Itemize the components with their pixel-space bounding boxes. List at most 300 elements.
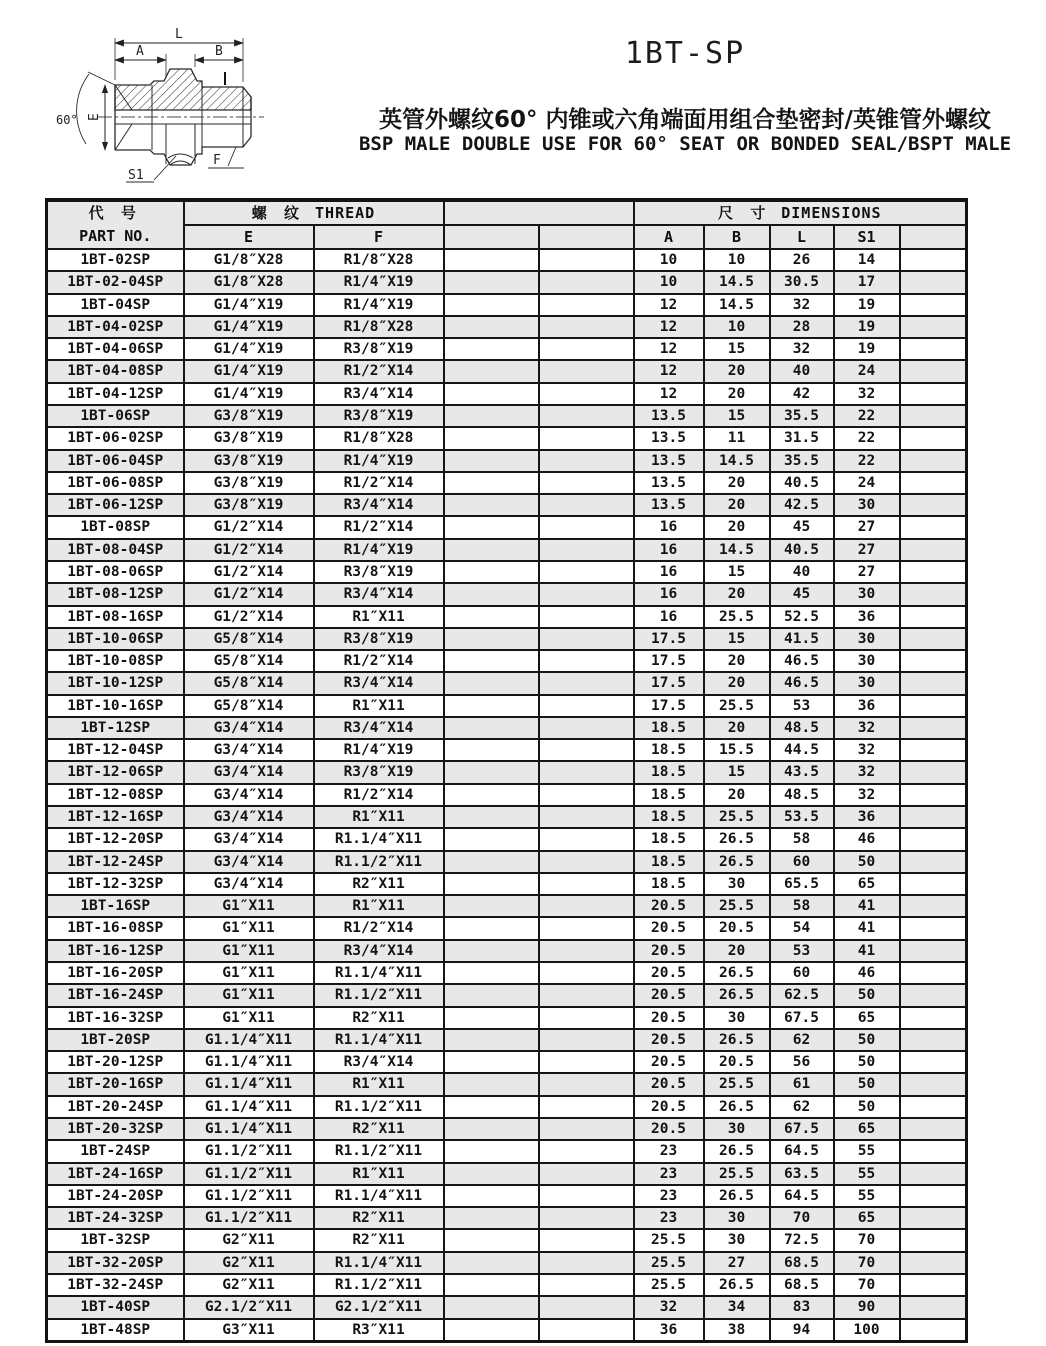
spare-cell-1 [444, 494, 539, 516]
spare-cell-3 [900, 650, 967, 672]
thread-f-cell: R1.1/4″X11 [314, 962, 444, 984]
spare-cell-2 [539, 249, 634, 271]
table-row [47, 539, 967, 561]
dim-l-cell: 56 [770, 1051, 834, 1073]
table-row [47, 1140, 967, 1162]
spare-cell-3 [900, 1229, 967, 1251]
dim-l-cell: 52.5 [770, 606, 834, 628]
thread-f-cell: R1/2″X14 [314, 784, 444, 806]
thread-e-cell: G1.1/4″X11 [184, 1073, 314, 1095]
dim-a-cell: 20.5 [634, 1029, 704, 1051]
header-thread: 螺 纹 THREAD [184, 200, 444, 225]
spare-cell-1 [444, 806, 539, 828]
part-no-cell: 1BT-20-32SP [47, 1118, 184, 1140]
spare-cell-1 [444, 516, 539, 538]
spare-cell-2 [539, 427, 634, 449]
dim-s1-cell: 55 [834, 1140, 900, 1162]
spare-cell-2 [539, 739, 634, 761]
thread-f-cell: R1/2″X14 [314, 917, 444, 939]
thread-f-cell: R1/2″X14 [314, 360, 444, 382]
spare-cell-1 [444, 917, 539, 939]
thread-e-cell: G1/8″X28 [184, 271, 314, 293]
dim-l-cell: 28 [770, 316, 834, 338]
part-no-cell: 1BT-12-04SP [47, 739, 184, 761]
spare-cell-2 [539, 940, 634, 962]
table-row [47, 383, 967, 405]
dim-l-cell: 53.5 [770, 806, 834, 828]
spare-cell-3 [900, 1051, 967, 1073]
spare-cell-3 [900, 1029, 967, 1051]
thread-f-cell: R1.1/2″X11 [314, 1140, 444, 1162]
dim-a-cell: 25.5 [634, 1252, 704, 1274]
dim-l-cell: 67.5 [770, 1007, 834, 1029]
thread-f-cell: R3/4″X14 [314, 717, 444, 739]
dim-a-cell: 17.5 [634, 695, 704, 717]
dim-l-cell: 35.5 [770, 450, 834, 472]
dim-a-cell: 18.5 [634, 717, 704, 739]
table-row [47, 940, 967, 962]
thread-e-cell: G3/4″X14 [184, 784, 314, 806]
thread-e-cell: G3/4″X14 [184, 739, 314, 761]
dim-b-cell: 14.5 [704, 294, 770, 316]
spare-cell-1 [444, 294, 539, 316]
dim-b-cell: 27 [704, 1252, 770, 1274]
dim-b-cell: 26.5 [704, 1185, 770, 1207]
table-row [47, 962, 967, 984]
dim-a-cell: 23 [634, 1163, 704, 1185]
thread-e-cell: G1/2″X14 [184, 606, 314, 628]
part-no-cell: 1BT-02-04SP [47, 271, 184, 293]
dim-a-cell: 20.5 [634, 1051, 704, 1073]
dim-s1-cell: 36 [834, 806, 900, 828]
dim-a-cell: 18.5 [634, 851, 704, 873]
thread-e-cell: G1/2″X14 [184, 561, 314, 583]
dim-l-cell: 62 [770, 1096, 834, 1118]
spare-cell-3 [900, 940, 967, 962]
spare-cell-2 [539, 383, 634, 405]
spare-cell-1 [444, 1118, 539, 1140]
dim-a-cell: 16 [634, 561, 704, 583]
dim-s1-cell: 24 [834, 360, 900, 382]
spare-cell-2 [539, 717, 634, 739]
thread-e-cell: G3/4″X14 [184, 851, 314, 873]
thread-f-cell: R1/2″X14 [314, 650, 444, 672]
dim-l-cell: 30.5 [770, 271, 834, 293]
spare-cell-3 [900, 427, 967, 449]
thread-e-cell: G1/2″X14 [184, 539, 314, 561]
table-row [47, 672, 967, 694]
spare-cell-1 [444, 360, 539, 382]
part-no-cell: 1BT-12-06SP [47, 761, 184, 783]
part-no-cell: 1BT-16-12SP [47, 940, 184, 962]
spare-cell-1 [444, 1163, 539, 1185]
spare-cell-2 [539, 1319, 634, 1342]
dim-a-cell: 10 [634, 271, 704, 293]
thread-e-cell: G1/4″X19 [184, 360, 314, 382]
table-row [47, 472, 967, 494]
dim-a-cell: 12 [634, 383, 704, 405]
dim-s1-cell: 22 [834, 427, 900, 449]
dim-s1-cell: 27 [834, 561, 900, 583]
dim-a-cell: 20.5 [634, 917, 704, 939]
thread-e-cell: G1″X11 [184, 917, 314, 939]
dim-b-cell: 26.5 [704, 1029, 770, 1051]
spare-cell-2 [539, 784, 634, 806]
thread-e-cell: G1″X11 [184, 1007, 314, 1029]
spare-cell-1 [444, 1007, 539, 1029]
thread-e-cell: G3/8″X19 [184, 494, 314, 516]
spare-cell-3 [900, 1096, 967, 1118]
dim-l-cell: 62 [770, 1029, 834, 1051]
table-row [47, 1296, 967, 1318]
spare-cell-2 [539, 1163, 634, 1185]
table-row [47, 606, 967, 628]
dim-b-cell: 11 [704, 427, 770, 449]
dim-l-cell: 72.5 [770, 1229, 834, 1251]
dim-b-cell: 38 [704, 1319, 770, 1342]
dim-b-cell: 26.5 [704, 851, 770, 873]
table-row [47, 1185, 967, 1207]
spare-cell-1 [444, 984, 539, 1006]
part-no-cell: 1BT-32-20SP [47, 1252, 184, 1274]
dim-l-cell: 48.5 [770, 717, 834, 739]
spare-cell-1 [444, 784, 539, 806]
part-no-cell: 1BT-12-08SP [47, 784, 184, 806]
table-row [47, 1096, 967, 1118]
thread-f-cell: R1/4″X19 [314, 539, 444, 561]
thread-e-cell: G2″X11 [184, 1229, 314, 1251]
header-col-b: B [704, 225, 770, 249]
thread-f-cell: R1/2″X14 [314, 472, 444, 494]
dim-b-cell: 26.5 [704, 1096, 770, 1118]
spare-cell-3 [900, 695, 967, 717]
part-no-cell: 1BT-32SP [47, 1229, 184, 1251]
part-no-cell: 1BT-08-04SP [47, 539, 184, 561]
spare-cell-2 [539, 851, 634, 873]
dim-b-cell: 20 [704, 583, 770, 605]
spare-cell-1 [444, 873, 539, 895]
dim-s1-cell: 27 [834, 516, 900, 538]
spare-cell-2 [539, 1274, 634, 1296]
spare-cell-1 [444, 583, 539, 605]
spare-cell-1 [444, 828, 539, 850]
thread-e-cell: G1/2″X14 [184, 583, 314, 605]
spare-cell-2 [539, 917, 634, 939]
dim-a-cell: 20.5 [634, 895, 704, 917]
spare-cell-1 [444, 761, 539, 783]
spare-cell-1 [444, 1319, 539, 1342]
dim-s1-cell: 41 [834, 940, 900, 962]
thread-e-cell: G1.1/4″X11 [184, 1118, 314, 1140]
part-no-cell: 1BT-24-32SP [47, 1207, 184, 1229]
dim-l-cell: 45 [770, 583, 834, 605]
dim-l-cell: 63.5 [770, 1163, 834, 1185]
spare-cell-2 [539, 316, 634, 338]
header-part-no-cn: 代 号 [88, 204, 142, 222]
section-hatch [115, 69, 251, 110]
dim-b-cell: 20 [704, 516, 770, 538]
thread-e-cell: G5/8″X14 [184, 628, 314, 650]
part-no-cell: 1BT-16-32SP [47, 1007, 184, 1029]
dim-s1-cell: 30 [834, 583, 900, 605]
dim-b-cell: 15 [704, 561, 770, 583]
spare-cell-3 [900, 806, 967, 828]
thread-f-cell: R3/4″X14 [314, 494, 444, 516]
dim-b-cell: 20 [704, 360, 770, 382]
spare-cell-3 [900, 828, 967, 850]
thread-e-cell: G2″X11 [184, 1274, 314, 1296]
spare-cell-1 [444, 1229, 539, 1251]
table-row [47, 1029, 967, 1051]
spare-cell-2 [539, 271, 634, 293]
spare-cell-3 [900, 606, 967, 628]
fitting-technical-drawing [48, 22, 286, 200]
dim-a-cell: 13.5 [634, 472, 704, 494]
spare-cell-2 [539, 962, 634, 984]
dim-l-cell: 64.5 [770, 1185, 834, 1207]
spare-cell-3 [900, 1185, 967, 1207]
spare-cell-3 [900, 405, 967, 427]
thread-f-cell: R2″X11 [314, 873, 444, 895]
spare-cell-1 [444, 895, 539, 917]
dim-s1-cell: 36 [834, 695, 900, 717]
thread-e-cell: G1/4″X19 [184, 316, 314, 338]
dim-s1-cell: 24 [834, 472, 900, 494]
spare-cell-3 [900, 561, 967, 583]
table-row [47, 761, 967, 783]
dim-l-cell: 61 [770, 1073, 834, 1095]
dim-l-cell: 58 [770, 895, 834, 917]
parts-table-body [47, 249, 967, 1341]
spare-cell-2 [539, 1029, 634, 1051]
header-col-s1: S1 [834, 225, 900, 249]
spare-cell-2 [539, 472, 634, 494]
dim-l-cell: 62.5 [770, 984, 834, 1006]
part-no-cell: 1BT-12-20SP [47, 828, 184, 850]
dim-l-cell: 65.5 [770, 873, 834, 895]
dim-label-f: F [213, 153, 221, 168]
table-row [47, 316, 967, 338]
dim-s1-cell: 50 [834, 1096, 900, 1118]
dim-label-b: B [215, 44, 223, 59]
table-row [47, 249, 967, 271]
dim-b-cell: 14.5 [704, 539, 770, 561]
part-no-cell: 1BT-06-12SP [47, 494, 184, 516]
dim-a-cell: 13.5 [634, 450, 704, 472]
dim-s1-cell: 30 [834, 494, 900, 516]
dim-b-cell: 20 [704, 940, 770, 962]
dim-s1-cell: 90 [834, 1296, 900, 1318]
spare-cell-3 [900, 1118, 967, 1140]
dim-l-cell: 43.5 [770, 761, 834, 783]
table-row [47, 895, 967, 917]
dim-l-cell: 40 [770, 561, 834, 583]
dim-l-cell: 83 [770, 1296, 834, 1318]
spare-cell-1 [444, 962, 539, 984]
thread-f-cell: R1/2″X14 [314, 516, 444, 538]
header-dimensions: 尺 寸 DIMENSIONS [634, 200, 967, 225]
dim-b-cell: 15.5 [704, 739, 770, 761]
dim-b-cell: 20 [704, 672, 770, 694]
dim-a-cell: 25.5 [634, 1274, 704, 1296]
dim-s1-cell: 70 [834, 1274, 900, 1296]
dim-a-cell: 16 [634, 606, 704, 628]
spare-cell-3 [900, 271, 967, 293]
dim-b-cell: 20 [704, 717, 770, 739]
thread-e-cell: G3/4″X14 [184, 761, 314, 783]
table-row [47, 494, 967, 516]
dim-b-cell: 26.5 [704, 984, 770, 1006]
dim-b-cell: 30 [704, 1118, 770, 1140]
spare-cell-1 [444, 271, 539, 293]
spare-cell-1 [444, 561, 539, 583]
dim-s1-cell: 19 [834, 294, 900, 316]
dim-a-cell: 23 [634, 1140, 704, 1162]
thread-f-cell: R3/8″X19 [314, 761, 444, 783]
thread-f-cell: R1.1/2″X11 [314, 1096, 444, 1118]
spare-cell-2 [539, 360, 634, 382]
dim-a-cell: 18.5 [634, 806, 704, 828]
spare-cell-3 [900, 1073, 967, 1095]
thread-e-cell: G1″X11 [184, 895, 314, 917]
table-row [47, 828, 967, 850]
dim-l-cell: 68.5 [770, 1252, 834, 1274]
thread-e-cell: G3/4″X14 [184, 806, 314, 828]
dim-b-cell: 10 [704, 316, 770, 338]
table-row [47, 271, 967, 293]
dim-l-cell: 53 [770, 940, 834, 962]
dim-s1-cell: 65 [834, 873, 900, 895]
dim-a-cell: 20.5 [634, 962, 704, 984]
header-col-l: L [770, 225, 834, 249]
subtitle-english: BSP MALE DOUBLE USE FOR 60° SEAT OR BONDED SEAL/BSPT MALE [358, 133, 1012, 155]
table-row [47, 806, 967, 828]
spare-cell-2 [539, 761, 634, 783]
dim-s1-cell: 30 [834, 672, 900, 694]
thread-f-cell: R1/4″X19 [314, 271, 444, 293]
dim-s1-cell: 32 [834, 761, 900, 783]
dim-b-cell: 25.5 [704, 895, 770, 917]
dim-b-cell: 30 [704, 1229, 770, 1251]
page-title-model: 1BT-SP [624, 36, 746, 71]
table-row [47, 405, 967, 427]
dim-s1-cell: 50 [834, 984, 900, 1006]
dim-s1-cell: 70 [834, 1229, 900, 1251]
table-row [47, 1207, 967, 1229]
thread-f-cell: R1.1/4″X11 [314, 1029, 444, 1051]
spare-cell-1 [444, 940, 539, 962]
dim-s1-cell: 32 [834, 739, 900, 761]
dim-b-cell: 20.5 [704, 917, 770, 939]
thread-e-cell: G1.1/2″X11 [184, 1140, 314, 1162]
spare-cell-3 [900, 917, 967, 939]
spare-cell-3 [900, 494, 967, 516]
dim-a-cell: 20.5 [634, 940, 704, 962]
spare-cell-2 [539, 516, 634, 538]
part-no-cell: 1BT-04-06SP [47, 338, 184, 360]
spare-cell-3 [900, 1252, 967, 1274]
header-col-spare2 [539, 225, 634, 249]
spare-cell-1 [444, 1252, 539, 1274]
table-row [47, 628, 967, 650]
part-no-cell: 1BT-06SP [47, 405, 184, 427]
dim-s1-cell: 22 [834, 405, 900, 427]
spare-cell-3 [900, 962, 967, 984]
thread-e-cell: G1″X11 [184, 940, 314, 962]
part-no-cell: 1BT-16-24SP [47, 984, 184, 1006]
header-spare [444, 200, 634, 225]
dim-s1-cell: 32 [834, 717, 900, 739]
table-row [47, 583, 967, 605]
spare-cell-3 [900, 516, 967, 538]
thread-f-cell: R1″X11 [314, 1073, 444, 1095]
spare-cell-3 [900, 717, 967, 739]
dim-l-cell: 40.5 [770, 472, 834, 494]
spare-cell-1 [444, 1296, 539, 1318]
table-row [47, 739, 967, 761]
spare-cell-3 [900, 338, 967, 360]
part-no-cell: 1BT-06-04SP [47, 450, 184, 472]
dim-s1-cell: 30 [834, 628, 900, 650]
dim-s1-cell: 46 [834, 962, 900, 984]
thread-e-cell: G5/8″X14 [184, 650, 314, 672]
thread-f-cell: R1.1/4″X11 [314, 828, 444, 850]
header-col-a: A [634, 225, 704, 249]
part-no-cell: 1BT-16-08SP [47, 917, 184, 939]
thread-f-cell: R1.1/2″X11 [314, 984, 444, 1006]
thread-e-cell: G1.1/4″X11 [184, 1051, 314, 1073]
dim-a-cell: 20.5 [634, 984, 704, 1006]
spare-cell-1 [444, 695, 539, 717]
spare-cell-3 [900, 583, 967, 605]
thread-f-cell: R1.1/2″X11 [314, 1274, 444, 1296]
table-row [47, 360, 967, 382]
dim-a-cell: 13.5 [634, 427, 704, 449]
thread-f-cell: R1″X11 [314, 606, 444, 628]
dim-s1-cell: 50 [834, 1029, 900, 1051]
thread-e-cell: G2″X11 [184, 1252, 314, 1274]
table-row [47, 338, 967, 360]
dim-s1-cell: 50 [834, 851, 900, 873]
dim-a-cell: 23 [634, 1207, 704, 1229]
dim-l-cell: 45 [770, 516, 834, 538]
dim-l-cell: 42.5 [770, 494, 834, 516]
table-row [47, 1051, 967, 1073]
table-row [47, 917, 967, 939]
dim-a-cell: 36 [634, 1319, 704, 1342]
dim-s1-cell: 70 [834, 1252, 900, 1274]
thread-e-cell: G1.1/4″X11 [184, 1029, 314, 1051]
angle-label: 60° [56, 113, 78, 127]
thread-e-cell: G3/4″X14 [184, 717, 314, 739]
dim-a-cell: 20.5 [634, 1118, 704, 1140]
part-no-cell: 1BT-40SP [47, 1296, 184, 1318]
spare-cell-2 [539, 1073, 634, 1095]
thread-e-cell: G5/8″X14 [184, 672, 314, 694]
spare-cell-2 [539, 606, 634, 628]
spare-cell-1 [444, 606, 539, 628]
dim-s1-cell: 22 [834, 450, 900, 472]
table-row [47, 1274, 967, 1296]
dim-b-cell: 25.5 [704, 695, 770, 717]
spare-cell-3 [900, 895, 967, 917]
spare-cell-1 [444, 450, 539, 472]
header-col-e: E [184, 225, 314, 249]
dim-l-cell: 48.5 [770, 784, 834, 806]
table-row [47, 561, 967, 583]
spare-cell-1 [444, 628, 539, 650]
part-no-cell: 1BT-08-16SP [47, 606, 184, 628]
